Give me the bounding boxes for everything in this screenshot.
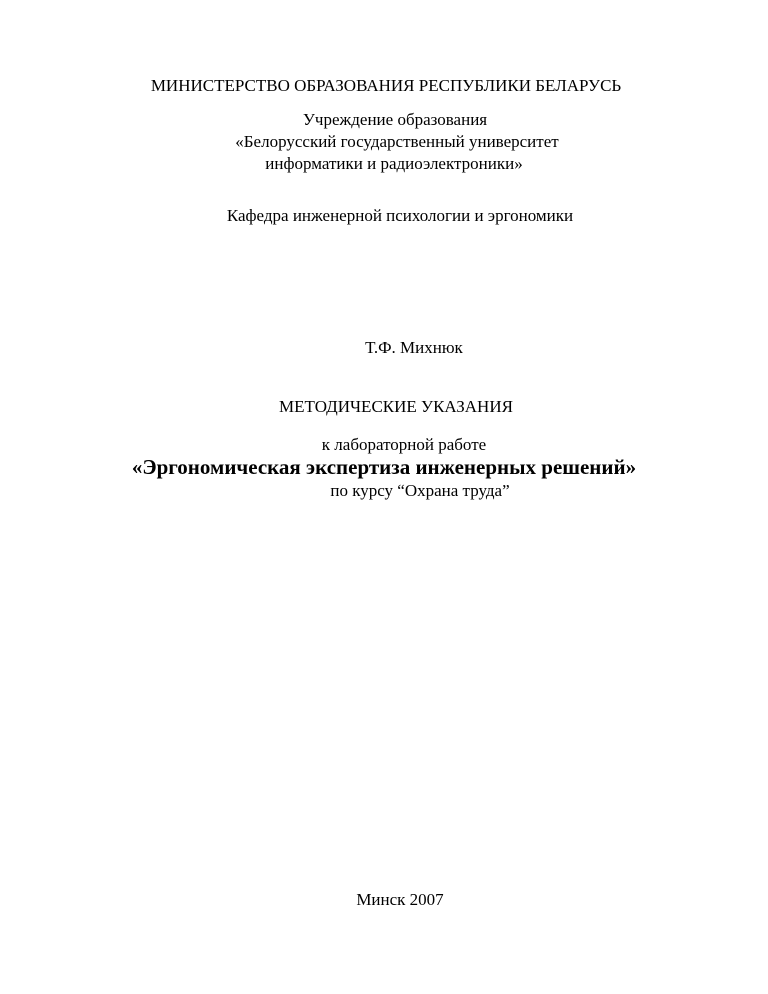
course-name: по курсу “Охрана труда” [330, 481, 510, 500]
ministry-name: МИНИСТЕРСТВО ОБРАЗОВАНИЯ РЕСПУБЛИКИ БЕЛАРУСЬ [150, 76, 622, 95]
institution-line-1: Учреждение образования [302, 110, 488, 129]
lab-work-prefix: к лабораторной работе [321, 435, 487, 454]
institution-line-3: информатики и радиоэлектроники» [265, 154, 523, 173]
lab-work-title: «Эргономическая экспертиза инженерных решений» [131, 455, 637, 479]
place-and-year: Минск 2007 [356, 890, 444, 909]
document-type: МЕТОДИЧЕСКИЕ УКАЗАНИЯ [279, 397, 513, 416]
institution-block [0, 109, 768, 175]
institution-line-2: «Белорусский государственный университет [235, 132, 559, 151]
department-name: Кафедра инженерной психологии и эргономики [226, 206, 574, 225]
author-name: Т.Ф. Михнюк [365, 338, 463, 357]
